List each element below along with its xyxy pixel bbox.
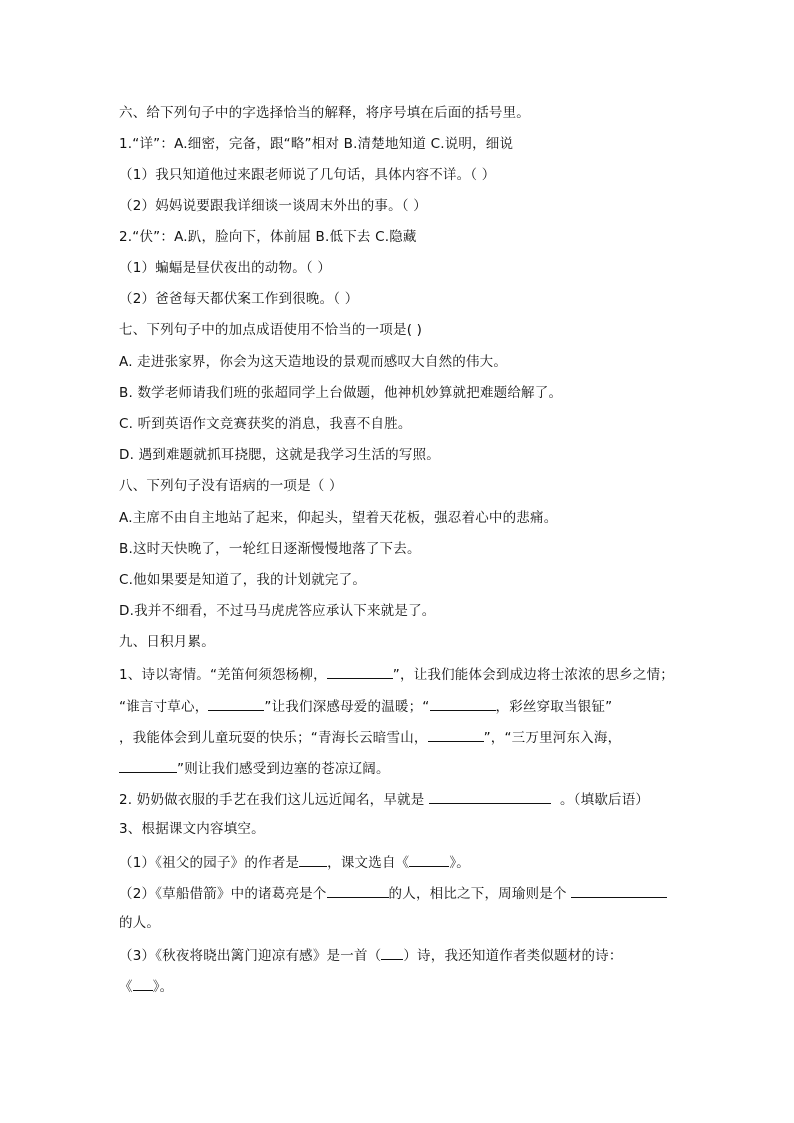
section6-q2-item1: （1）蝙蝠是昼伏夜出的动物。（ ） xyxy=(119,260,332,276)
poem-text: ，彩丝穿取当银钲” xyxy=(495,699,613,715)
section6-title: 六、给下列句子中的字选择恰当的解释，将序号填在后面的括号里。 xyxy=(119,105,530,121)
poem-line-2 xyxy=(119,696,612,716)
fill-question-2-end: 的人。 xyxy=(119,915,161,931)
question-text: （1）《祖父的园子》的作者是 xyxy=(119,855,300,871)
fill-question-3-end xyxy=(119,976,173,996)
poem-text: “谁言寸草心， xyxy=(119,699,209,715)
fill-question-2 xyxy=(119,883,667,903)
section7-option-a: A. 走进张家界，你会为这天造地设的景观而感叹大自然的伟大。 xyxy=(119,354,508,370)
poem-text: ”让我们深感母爱的温暖；“ xyxy=(264,699,430,715)
fill-question-1 xyxy=(119,852,470,872)
question-text: 。（填歇后语） xyxy=(559,792,650,808)
question-text: （2）《草船借箭》中的诸葛亮是个 xyxy=(119,886,327,902)
answer-blank[interactable] xyxy=(430,696,496,711)
section6-q1-head: 1.“详”：A.细密，完备，跟“略”相对 B.清楚地知道 C.说明，细说 xyxy=(119,136,514,152)
section6-q1-item1: （1）我只知道他过来跟老师说了几句话，具体内容不详。（ ） xyxy=(119,167,496,183)
poem-line-3 xyxy=(119,727,621,747)
answer-blank[interactable] xyxy=(381,945,403,960)
fill-question-3 xyxy=(119,945,623,965)
section9-title: 九、日积月累。 xyxy=(119,634,215,650)
section6-q2-item2: （2）爸爸每天都伏案工作到很晚。（ ） xyxy=(119,291,359,307)
section8-option-c: C.他如果要是知道了，我的计划就完了。 xyxy=(119,572,367,588)
question-text: 《 xyxy=(119,979,133,995)
poem-line-4 xyxy=(119,758,390,778)
poem-text: ，我能体会到儿童玩耍的快乐；“青海长云暗雪山， xyxy=(119,730,428,746)
answer-blank[interactable] xyxy=(119,758,177,773)
section8-title: 八、下列句子没有语病的一项是（ ） xyxy=(119,478,343,494)
section7-title: 七、下列句子中的加点成语使用不恰当的一项是( ) xyxy=(119,322,423,338)
question-text: （3）《秋夜将晓出篱门迎凉有感》是一首（ xyxy=(119,948,382,964)
question-text: 》。 xyxy=(152,979,174,995)
answer-blank[interactable] xyxy=(327,664,393,679)
answer-blank[interactable] xyxy=(327,883,389,898)
section6-q2-head: 2.“伏”：A.趴，脸向下，体前屈 B.低下去 C.隐藏 xyxy=(119,229,417,245)
poem-text: ”，让我们能体会到成边将士浓浓的思乡之情； xyxy=(392,667,674,683)
answer-blank[interactable] xyxy=(571,883,667,898)
question-text: ）诗，我还知道作者类似题材的诗： xyxy=(403,948,623,964)
section7-option-c: C. 听到英语作文竞赛获奖的消息，我喜不自胜。 xyxy=(119,416,412,432)
poem-text: ”则让我们感受到边塞的苍凉辽阔。 xyxy=(177,761,390,777)
answer-blank[interactable] xyxy=(409,852,449,867)
answer-blank[interactable] xyxy=(208,696,264,711)
answer-blank[interactable] xyxy=(429,789,551,804)
section8-option-a: A.主席不由自主地站了起来，仰起头，望着天花板，强忍着心中的悲痛。 xyxy=(119,510,558,526)
section6-q1-item2: （2）妈妈说要跟我详细谈一谈周末外出的事。（ ） xyxy=(119,198,427,214)
section9-sub3-title: 3、根据课文内容填空。 xyxy=(119,821,265,837)
question-text: 2. 奶奶做衣服的手艺在我们这儿远近闻名，早就是 xyxy=(119,792,425,808)
answer-blank[interactable] xyxy=(428,727,484,742)
question-text: 》。 xyxy=(449,855,470,871)
section8-option-b: B.这时天快晚了，一轮红日逐渐慢慢地落了下去。 xyxy=(119,541,421,557)
answer-blank[interactable] xyxy=(299,852,327,867)
section7-option-d: D. 遇到难题就抓耳挠腮，这就是我学习生活的写照。 xyxy=(119,447,440,463)
poem-text: 1、诗以寄情。“羌笛何须怨杨柳， xyxy=(119,667,327,683)
answer-blank[interactable] xyxy=(133,976,153,991)
question-text: 的人，相比之下，周瑜则是个 xyxy=(388,886,567,902)
section8-option-d: D.我并不细看，不过马马虎虎答应承认下来就是了。 xyxy=(119,603,436,619)
section7-option-b: B. 数学老师请我们班的张超同学上台做题，他神机妙算就把难题给解了。 xyxy=(119,385,563,401)
question-text: ，课文选自《 xyxy=(327,855,410,871)
poem-line-1 xyxy=(119,664,674,684)
idiom-question xyxy=(119,789,649,809)
poem-text: ”，“三万里河东入海， xyxy=(483,730,622,746)
